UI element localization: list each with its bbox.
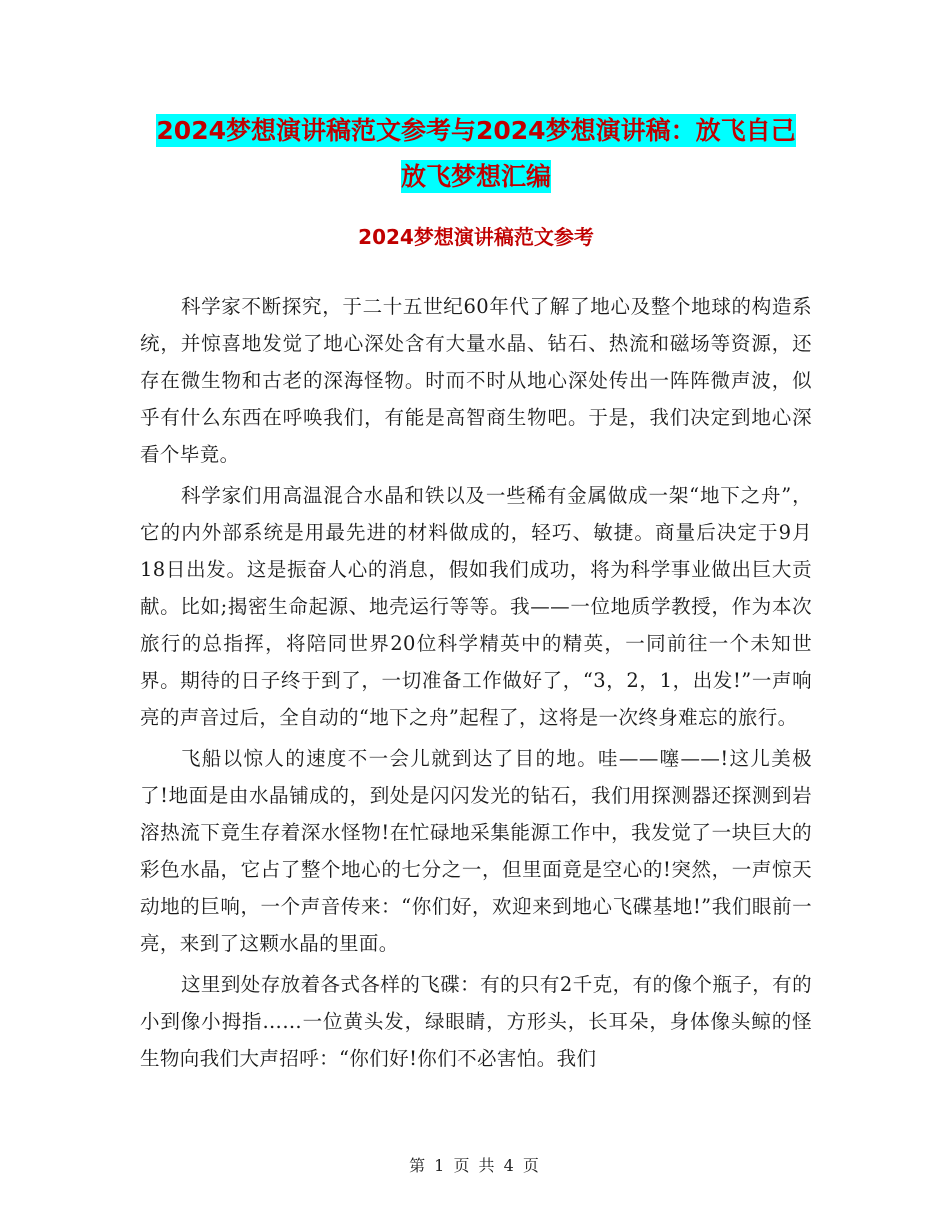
page-number-footer: 第 1 页 共 4 页 [409, 1156, 541, 1175]
paragraph: 科学家不断探究，于二十五世纪60年代了解了地心及整个地球的构造系统，并惊喜地发觉了地心深处含有大量水晶、钻石、热流和磁场等资源，还存在微生物和古老的深海怪物。时而不时从地心深处传出一阵阵微声波，似乎有什么东西在呼唤我们，有能是高智商生物吧。于是，我们决定到地心深看个毕竟。 [140, 295, 812, 466]
paragraph: 这里到处存放着各式各样的飞碟：有的只有2千克，有的像个瓶子，有的小到像小拇指……一位黄头发，绿眼睛，方形头，长耳朵，身体像头鲸的怪生物向我们大声招呼：“你们好!你们不必害怕。我们 [140, 973, 812, 1070]
article-body [140, 288, 812, 1081]
paragraph: 科学家们用高温混合水晶和铁以及一些稀有金属做成一架“地下之舟”，它的内外部系统是用最先进的材料做成的，轻巧、敏捷。商量后决定于9月18日出发。这是振奋人心的消息，假如我们成功，将为科学事业做出巨大贡献。比如;揭密生命起源、地壳运行等等。我——一位地质学教授，作为本次旅行的总指挥，将陪同世界20位科学精英中的精英，一同前往一个未知世界。期待的日子终于到了，一切准备工作做好了，“3，2，1，出发!”一声响亮的声音过后，全自动的“地下之舟”起程了，这将是一次终身难忘的旅行。 [140, 484, 812, 729]
paragraph: 飞船以惊人的速度不一会儿就到达了目的地。哇——噻——!这儿美极了!地面是由水晶铺成的，到处是闪闪发光的钻石，我们用探测器还探测到岩溶热流下竟生存着深水怪物!在忙碌地采集能源工作中，我发觉了一块巨大的彩色水晶，它占了整个地心的七分之一，但里面竟是空心的!突然，一声惊天动地的巨响，一个声音传来：“你们好，欢迎来到地心飞碟基地!”我们眼前一亮，来到了这颗水晶的里面。 [140, 747, 812, 955]
document-title [140, 108, 812, 200]
section-heading: 2024梦想演讲稿范文参考 [358, 225, 594, 249]
title-highlight: 2024梦想演讲稿范文参考与2024梦想演讲稿：放飞自己 放飞梦想汇编 [156, 116, 796, 191]
